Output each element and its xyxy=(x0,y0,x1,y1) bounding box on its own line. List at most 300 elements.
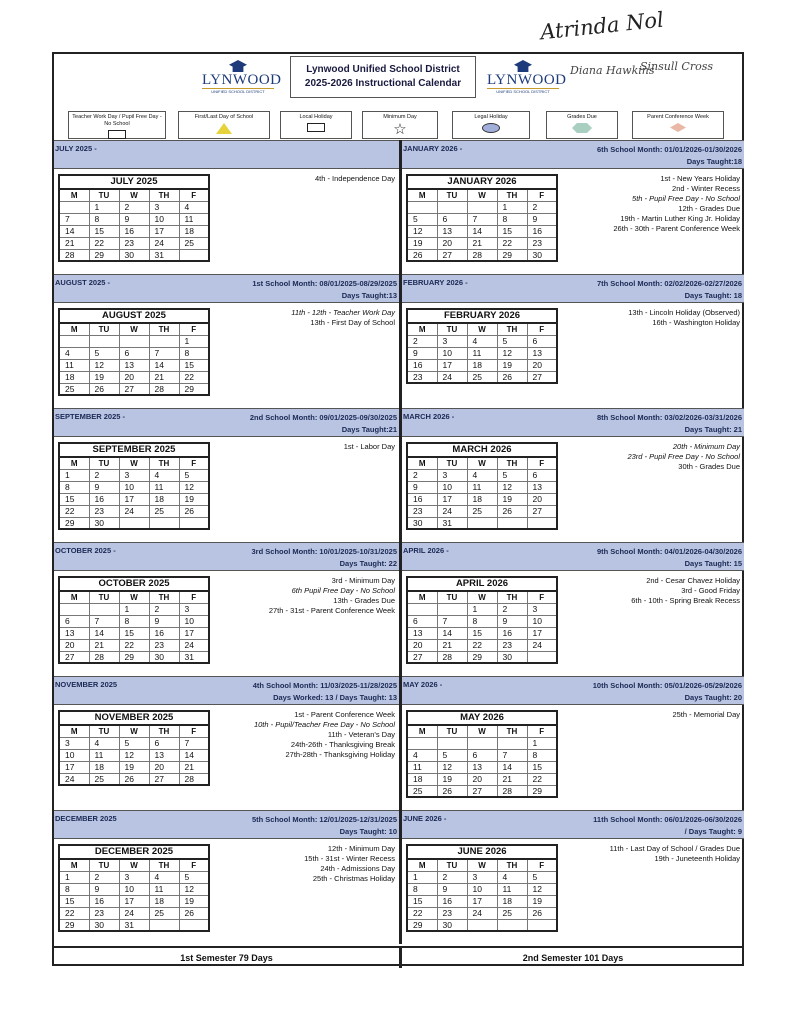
days-taught: Days Taught:18 xyxy=(686,157,742,166)
weekday-header: TH xyxy=(497,859,527,871)
day-cell xyxy=(59,335,89,347)
weekday-header: TU xyxy=(437,323,467,335)
day-cell: 8 xyxy=(119,615,149,627)
day-cell: 28 xyxy=(497,785,527,797)
day-cell: 17 xyxy=(467,895,497,907)
days-taught: Days Worked: 13 / Days Taught: 13 xyxy=(273,693,397,702)
month-notes xyxy=(235,442,395,452)
week-row xyxy=(59,237,209,249)
day-cell: 22 xyxy=(497,237,527,249)
day-cell: 26 xyxy=(437,785,467,797)
day-cell: 29 xyxy=(527,785,557,797)
month-bar xyxy=(402,810,744,839)
day-cell: 24 xyxy=(119,505,149,517)
day-cell: 13 xyxy=(467,761,497,773)
day-cell: 5 xyxy=(497,469,527,481)
calendar-note: 27th - 31st - Parent Conference Week xyxy=(268,606,395,615)
weekday-header: TU xyxy=(89,189,119,201)
day-cell: 20 xyxy=(119,371,149,383)
month-bar xyxy=(402,274,744,303)
day-cell: 14 xyxy=(89,627,119,639)
days-taught: / Days Taught: 9 xyxy=(684,827,742,836)
day-cell: 15 xyxy=(179,359,209,371)
day-cell: 22 xyxy=(179,371,209,383)
day-cell: 24 xyxy=(59,773,89,785)
square-outline-icon xyxy=(108,130,126,139)
day-cell: 2 xyxy=(407,469,437,481)
day-cell: 13 xyxy=(527,347,557,359)
calendar-title: MARCH 2026 xyxy=(406,442,558,456)
day-cell: 10 xyxy=(467,883,497,895)
day-cell: 20 xyxy=(437,237,467,249)
day-cell: 18 xyxy=(407,773,437,785)
legend-label: First/Last Day of School xyxy=(194,114,254,120)
week-row xyxy=(59,773,209,785)
calendar-note: 5th - Pupil Free Day - No School xyxy=(632,194,740,203)
legend-label: Grades Due xyxy=(567,114,597,120)
weekday-header: F xyxy=(527,457,557,469)
week-row xyxy=(407,359,557,371)
month-notes xyxy=(235,844,395,884)
week-row xyxy=(59,481,209,493)
week-row xyxy=(407,749,557,761)
legend-label: Minimum Day xyxy=(383,114,417,120)
school-month-info xyxy=(597,412,742,436)
day-cell: 23 xyxy=(407,505,437,517)
calendar-title: APRIL 2026 xyxy=(406,576,558,590)
day-cell xyxy=(119,517,149,529)
day-cell: 14 xyxy=(149,359,179,371)
weekday-header: TU xyxy=(89,457,119,469)
day-cell: 9 xyxy=(149,615,179,627)
week-row xyxy=(407,481,557,493)
semester-1-footer: 1st Semester 79 Days xyxy=(54,946,399,968)
day-cell: 8 xyxy=(467,615,497,627)
day-cell: 31 xyxy=(149,249,179,261)
weekday-header: M xyxy=(407,859,437,871)
day-cell xyxy=(467,201,497,213)
calendar-note: 11th - 12th - Teacher Work Day xyxy=(291,308,395,317)
week-row xyxy=(59,639,209,651)
weekday-header: M xyxy=(59,323,89,335)
day-cell xyxy=(497,517,527,529)
day-cell: 9 xyxy=(119,213,149,225)
day-cell: 16 xyxy=(527,225,557,237)
legend-item xyxy=(632,111,724,139)
week-row xyxy=(59,615,209,627)
day-cell: 12 xyxy=(527,883,557,895)
week-row xyxy=(407,785,557,797)
calendar-title: MAY 2026 xyxy=(406,710,558,724)
day-cell: 19 xyxy=(407,237,437,249)
day-cell: 17 xyxy=(119,493,149,505)
day-cell: 28 xyxy=(149,383,179,395)
oval-icon xyxy=(482,123,500,133)
month-bar-name: SEPTEMBER 2025 - xyxy=(55,412,126,421)
day-cell: 18 xyxy=(149,895,179,907)
week-row xyxy=(59,761,209,773)
week-row xyxy=(407,773,557,785)
day-cell: 28 xyxy=(467,249,497,261)
calendar-title: 2025-2026 Instructional Calendar xyxy=(304,78,462,89)
weekday-header: M xyxy=(59,591,89,603)
calendar-note: 10th - Pupil/Teacher Free Day - No School xyxy=(253,720,395,729)
week-row xyxy=(59,201,209,213)
month-calendar xyxy=(58,576,210,664)
month-calendar xyxy=(406,442,558,530)
day-cell: 9 xyxy=(497,615,527,627)
day-cell: 26 xyxy=(119,773,149,785)
day-cell: 25 xyxy=(89,773,119,785)
day-cell: 16 xyxy=(497,627,527,639)
month-section xyxy=(54,274,399,408)
day-cell: 1 xyxy=(89,201,119,213)
day-cell: 7 xyxy=(497,749,527,761)
right-column xyxy=(399,140,744,944)
weekday-header: M xyxy=(59,457,89,469)
week-row xyxy=(407,639,557,651)
month-bar xyxy=(402,676,744,705)
legend-item xyxy=(452,111,530,139)
day-cell: 3 xyxy=(179,603,209,615)
day-cell: 2 xyxy=(149,603,179,615)
signature-2: Diana Hawkins xyxy=(570,64,655,77)
legend-item xyxy=(546,111,618,139)
weekday-header: TU xyxy=(437,591,467,603)
month-section xyxy=(402,408,744,542)
day-cell: 10 xyxy=(437,347,467,359)
legend-item xyxy=(362,111,438,139)
month-bar xyxy=(54,810,399,839)
month-notes xyxy=(235,308,395,328)
school-month-range: 7th School Month: 02/02/2026-02/27/2026 xyxy=(596,279,742,288)
day-cell: 19 xyxy=(119,761,149,773)
weekday-header: W xyxy=(119,591,149,603)
day-cell: 23 xyxy=(89,505,119,517)
calendar-title: JUNE 2026 xyxy=(406,844,558,858)
legend-label: Teacher Work Day / Pupil Free Day - No School xyxy=(72,114,162,127)
week-row xyxy=(407,347,557,359)
day-cell: 8 xyxy=(59,481,89,493)
day-cell: 6 xyxy=(527,335,557,347)
day-cell: 31 xyxy=(437,517,467,529)
calendar-note: 2nd - Cesar Chavez Holiday xyxy=(646,576,740,585)
calendar-note: 13th - Grades Due xyxy=(333,596,395,605)
weekday-header: TU xyxy=(89,591,119,603)
month-section xyxy=(54,810,399,944)
calendar-note: 3rd - Minimum Day xyxy=(331,576,395,585)
day-cell xyxy=(179,517,209,529)
day-cell: 3 xyxy=(59,737,89,749)
days-taught: Days Taught:13 xyxy=(341,291,397,300)
day-cell: 20 xyxy=(467,773,497,785)
day-cell: 19 xyxy=(497,359,527,371)
day-cell: 10 xyxy=(119,883,149,895)
month-bar-name: MARCH 2026 - xyxy=(403,412,455,421)
day-cell: 14 xyxy=(467,225,497,237)
day-cell: 16 xyxy=(407,493,437,505)
day-cell: 30 xyxy=(527,249,557,261)
logo-sub: UNIFIED SCHOOL DISTRICT xyxy=(496,89,550,94)
month-section xyxy=(54,408,399,542)
calendar-note: 19th - Martin Luther King Jr. Holiday xyxy=(620,214,740,223)
month-notes xyxy=(580,442,740,472)
day-cell: 8 xyxy=(497,213,527,225)
day-cell: 15 xyxy=(467,627,497,639)
day-cell: 24 xyxy=(467,907,497,919)
month-section xyxy=(54,542,399,676)
weekday-header: M xyxy=(59,189,89,201)
week-row xyxy=(59,919,209,931)
day-cell: 23 xyxy=(407,371,437,383)
day-cell: 23 xyxy=(437,907,467,919)
day-cell: 17 xyxy=(437,493,467,505)
day-cell: 5 xyxy=(407,213,437,225)
day-cell xyxy=(179,249,209,261)
day-cell xyxy=(497,737,527,749)
day-cell: 2 xyxy=(497,603,527,615)
day-cell: 9 xyxy=(437,883,467,895)
day-cell: 28 xyxy=(437,651,467,663)
weekday-header: M xyxy=(407,457,437,469)
star-icon: ☆ xyxy=(393,121,407,138)
day-cell: 25 xyxy=(149,907,179,919)
day-cell: 29 xyxy=(467,651,497,663)
day-cell: 25 xyxy=(467,505,497,517)
weekday-header: TH xyxy=(149,457,179,469)
month-calendar xyxy=(406,576,558,664)
day-cell: 8 xyxy=(407,883,437,895)
calendar-note: 25th - Christmas Holiday xyxy=(312,874,395,883)
weekday-header: TH xyxy=(149,189,179,201)
legend-label: Parent Conference Week xyxy=(647,114,709,120)
day-cell: 4 xyxy=(407,749,437,761)
calendar-note: 1st - Labor Day xyxy=(343,442,395,451)
day-cell: 23 xyxy=(89,907,119,919)
school-month-info xyxy=(597,278,742,302)
day-cell xyxy=(467,919,497,931)
day-cell: 8 xyxy=(179,347,209,359)
day-cell xyxy=(407,603,437,615)
calendar-title: SEPTEMBER 2025 xyxy=(58,442,210,456)
day-cell xyxy=(59,603,89,615)
week-row xyxy=(407,627,557,639)
day-cell: 20 xyxy=(407,639,437,651)
school-month-info xyxy=(252,278,397,302)
school-month-info xyxy=(250,412,397,436)
weekday-header: W xyxy=(119,189,149,201)
week-row xyxy=(407,871,557,883)
day-cell: 7 xyxy=(149,347,179,359)
calendar-note: 1st - Parent Conference Week xyxy=(294,710,395,719)
weekday-header: W xyxy=(467,323,497,335)
day-cell: 7 xyxy=(467,213,497,225)
day-cell: 5 xyxy=(527,871,557,883)
day-cell: 16 xyxy=(407,359,437,371)
day-cell: 6 xyxy=(119,347,149,359)
day-cell: 10 xyxy=(527,615,557,627)
triangle-icon xyxy=(216,123,232,134)
week-row xyxy=(407,907,557,919)
day-cell: 3 xyxy=(437,335,467,347)
week-row xyxy=(407,335,557,347)
day-cell: 11 xyxy=(149,883,179,895)
day-cell: 1 xyxy=(467,603,497,615)
legend-label: Legal Holiday xyxy=(474,114,508,120)
day-cell: 7 xyxy=(437,615,467,627)
day-cell: 31 xyxy=(119,919,149,931)
day-cell: 24 xyxy=(437,371,467,383)
week-row xyxy=(407,615,557,627)
day-cell: 9 xyxy=(407,481,437,493)
month-bar-name: DECEMBER 2025 xyxy=(55,814,117,823)
calendar-title: JANUARY 2026 xyxy=(406,174,558,188)
day-cell: 28 xyxy=(179,773,209,785)
day-cell: 3 xyxy=(119,469,149,481)
weekday-header: TH xyxy=(149,591,179,603)
month-bar-name: NOVEMBER 2025 xyxy=(55,680,118,689)
logo-word: LYNWOOD xyxy=(487,72,567,88)
day-cell: 1 xyxy=(407,871,437,883)
weekday-header: TU xyxy=(437,725,467,737)
day-cell: 3 xyxy=(119,871,149,883)
day-cell: 11 xyxy=(59,359,89,371)
day-cell: 19 xyxy=(497,493,527,505)
month-bar xyxy=(402,408,744,437)
month-bar-name: FEBRUARY 2026 - xyxy=(403,278,468,287)
day-cell: 21 xyxy=(59,237,89,249)
day-cell: 9 xyxy=(527,213,557,225)
day-cell: 17 xyxy=(179,627,209,639)
calendar-note: 12th - Minimum Day xyxy=(327,844,395,853)
day-cell: 30 xyxy=(497,651,527,663)
weekday-header: TH xyxy=(497,725,527,737)
month-bar-name: MAY 2026 - xyxy=(403,680,443,689)
school-month-info xyxy=(253,680,397,704)
day-cell xyxy=(437,737,467,749)
week-row xyxy=(59,871,209,883)
logo-sub: UNIFIED SCHOOL DISTRICT xyxy=(211,89,265,94)
day-cell: 16 xyxy=(89,895,119,907)
day-cell: 19 xyxy=(437,773,467,785)
school-month-info xyxy=(593,680,742,704)
week-row xyxy=(407,737,557,749)
day-cell: 25 xyxy=(59,383,89,395)
day-cell: 8 xyxy=(89,213,119,225)
week-row xyxy=(407,225,557,237)
calendar-note: 13th - Lincoln Holiday (Observed) xyxy=(628,308,740,317)
day-cell: 1 xyxy=(179,335,209,347)
month-calendar xyxy=(58,174,210,262)
weekday-header: W xyxy=(467,859,497,871)
day-cell: 18 xyxy=(467,493,497,505)
month-notes xyxy=(235,576,395,616)
day-cell: 9 xyxy=(89,883,119,895)
day-cell: 21 xyxy=(89,639,119,651)
day-cell: 29 xyxy=(497,249,527,261)
graduation-cap-icon xyxy=(514,60,532,72)
month-bar xyxy=(54,676,399,705)
day-cell: 12 xyxy=(497,347,527,359)
day-cell: 18 xyxy=(149,493,179,505)
day-cell: 1 xyxy=(497,201,527,213)
school-month-range: 5th School Month: 12/01/2025-12/31/2025 xyxy=(251,815,397,824)
calendar-title: NOVEMBER 2025 xyxy=(58,710,210,724)
day-cell: 29 xyxy=(59,919,89,931)
weekday-header: W xyxy=(467,189,497,201)
month-bar-name: JULY 2025 - xyxy=(55,144,97,153)
day-cell: 4 xyxy=(179,201,209,213)
week-row xyxy=(407,249,557,261)
day-cell: 1 xyxy=(59,469,89,481)
calendar-title: JULY 2025 xyxy=(58,174,210,188)
day-cell: 30 xyxy=(89,919,119,931)
day-cell: 17 xyxy=(437,359,467,371)
day-cell: 12 xyxy=(497,481,527,493)
weekday-header: TU xyxy=(89,859,119,871)
day-cell: 24 xyxy=(437,505,467,517)
day-cell: 22 xyxy=(119,639,149,651)
day-cell: 6 xyxy=(407,615,437,627)
day-cell: 18 xyxy=(179,225,209,237)
month-notes xyxy=(235,710,395,760)
day-cell: 7 xyxy=(179,737,209,749)
day-cell: 23 xyxy=(497,639,527,651)
day-cell: 24 xyxy=(179,639,209,651)
day-cell: 27 xyxy=(467,785,497,797)
day-cell: 29 xyxy=(89,249,119,261)
day-cell: 28 xyxy=(89,651,119,663)
week-row xyxy=(59,517,209,529)
day-cell: 21 xyxy=(179,761,209,773)
calendar-frame xyxy=(52,52,744,966)
day-cell xyxy=(527,517,557,529)
signature-top: Atrinda Nol xyxy=(539,7,665,45)
weekday-header: F xyxy=(527,859,557,871)
week-row xyxy=(59,883,209,895)
day-cell: 10 xyxy=(149,213,179,225)
day-cell: 30 xyxy=(149,651,179,663)
days-taught: Days Taught: 15 xyxy=(684,559,742,568)
day-cell xyxy=(149,335,179,347)
day-cell: 27 xyxy=(59,651,89,663)
weekday-header: TH xyxy=(497,189,527,201)
month-bar xyxy=(402,542,744,571)
week-row xyxy=(59,213,209,225)
week-row xyxy=(59,225,209,237)
weekday-header: TU xyxy=(437,457,467,469)
school-month-info xyxy=(252,814,397,838)
month-notes xyxy=(580,174,740,234)
day-cell: 18 xyxy=(59,371,89,383)
days-taught: Days Taught: 22 xyxy=(339,559,397,568)
week-row xyxy=(407,493,557,505)
diamond-icon xyxy=(670,123,686,132)
day-cell: 27 xyxy=(437,249,467,261)
week-row xyxy=(407,469,557,481)
day-cell: 29 xyxy=(119,651,149,663)
day-cell: 11 xyxy=(497,883,527,895)
day-cell: 29 xyxy=(179,383,209,395)
day-cell: 3 xyxy=(437,469,467,481)
day-cell: 12 xyxy=(437,761,467,773)
day-cell: 30 xyxy=(89,517,119,529)
day-cell: 6 xyxy=(59,615,89,627)
calendar-title: AUGUST 2025 xyxy=(58,308,210,322)
day-cell: 7 xyxy=(59,213,89,225)
week-row xyxy=(407,237,557,249)
day-cell: 5 xyxy=(179,871,209,883)
